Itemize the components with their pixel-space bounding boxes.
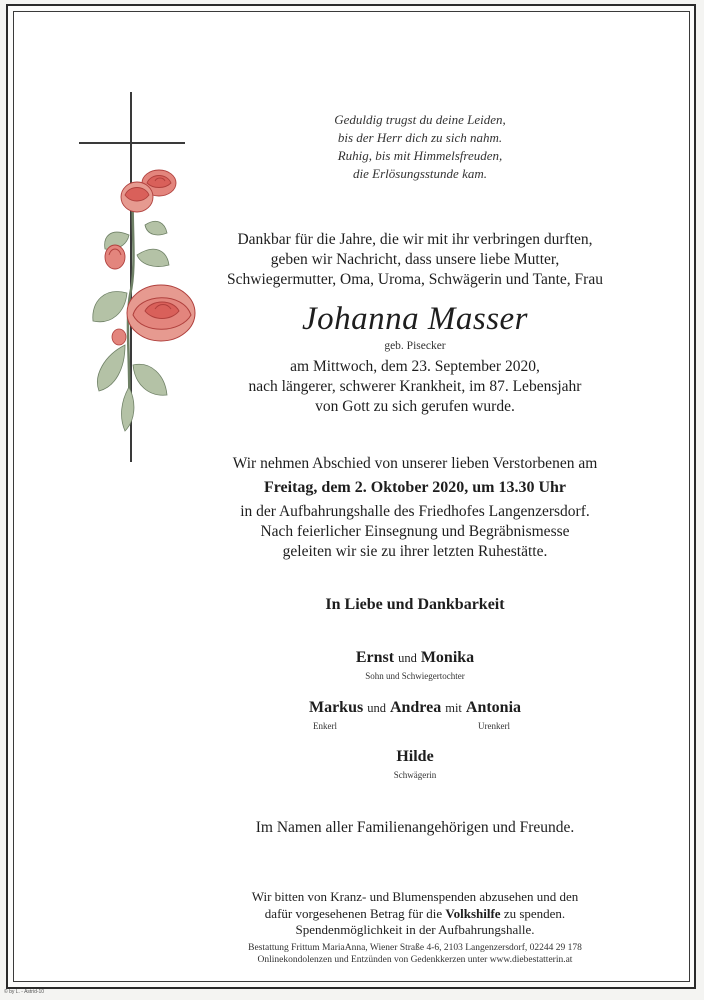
mourner-connector: und (398, 651, 417, 665)
death-line: am Mittwoch, dem 23. September 2020, (290, 358, 540, 375)
undertaker-info (180, 942, 650, 966)
cross-horizontal-beam (79, 142, 185, 144)
mourner-name: Monika (420, 649, 475, 666)
mourner-row-2 (180, 699, 650, 717)
ceremony-line: geleiten wir sie zu ihrer letzten Ruhestätte. (282, 543, 548, 560)
mourner-relation: Enkerl (313, 721, 337, 731)
donation-line: Wir bitten von Kranz- und Blumenspenden abzusehen und den (251, 889, 579, 904)
motto-verse (270, 111, 570, 183)
motto-line: Ruhig, bis mit Himmelsfreuden, (337, 148, 503, 163)
undertaker-line: Onlinekondolenzen und Entzünden von Gedenkkerzen unter www.diebestatterin.at (257, 955, 573, 965)
ceremony-line: in der Aufbahrungshalle des Friedhofes Langenzersdorf. (240, 503, 590, 520)
intro-line: geben wir Nachricht, dass unsere liebe Mutter, (270, 251, 560, 268)
intro-text (180, 230, 650, 290)
death-line: nach längerer, schwerer Krankheit, im 87. Lebensjahr (248, 378, 582, 395)
donation-text: dafür vorgesehenen Betrag für die (264, 905, 446, 921)
mourner-relation: Schwägerin (393, 770, 437, 780)
rose-second (121, 182, 153, 212)
ceremony-details (180, 502, 650, 562)
mourner-name: Markus (308, 699, 364, 716)
intro-line: Schwiegermutter, Oma, Uroma, Schwägerin und Tante, Frau (227, 271, 603, 288)
rose-small-bud (112, 329, 126, 345)
mourner-name: Andrea (389, 699, 442, 716)
donation-request (180, 889, 650, 939)
footer-mark: © by L. - Astrid-10 (4, 989, 45, 995)
funeral-date: Freitag, dem 2. Oktober 2020, um 13.30 Uhr (263, 479, 567, 496)
motto-line: Geduldig trugst du deine Leiden, (334, 112, 506, 127)
mourner-row-1 (180, 649, 650, 667)
donation-text: zu spenden. (500, 905, 566, 921)
deceased-name: Johanna Masser (301, 301, 529, 337)
motto-line: die Erlösungsstunde kam. (353, 166, 487, 181)
love-line: In Liebe und Dankbarkeit (325, 596, 505, 613)
closing-line: Im Namen aller Familienangehörigen und Freunde. (255, 819, 575, 836)
mourner-connector: mit (445, 701, 462, 715)
farewell-intro: Wir nehmen Abschied von unserer lieben Verstorbenen am (232, 455, 598, 472)
rose-bud (105, 245, 125, 269)
donation-line: Spendenmöglichkeit in der Aufbahrungshalle. (295, 922, 535, 937)
mourner-name: Ernst (355, 649, 395, 666)
death-notice (180, 357, 650, 417)
undertaker-line: Bestattung Frittum MariaAnna, Wiener Straße 4-6, 2103 Langenzersdorf, 02244 29 178 (248, 943, 582, 953)
donation-line (180, 906, 650, 923)
mourner-relation: Urenkerl (478, 721, 510, 731)
motto-line: bis der Herr dich zu sich nahm. (337, 130, 503, 145)
mourner-name: Antonia (465, 699, 522, 716)
death-line: von Gott zu sich gerufen wurde. (315, 398, 515, 415)
mourner-connector: und (367, 701, 386, 715)
mourner-relation: Sohn und Schwiegertochter (365, 671, 465, 681)
charity-name: Volkshilfe (445, 905, 501, 921)
ceremony-line: Nach feierlicher Einsegnung und Begräbnismesse (260, 523, 570, 540)
mourner-name: Hilde (396, 748, 434, 765)
maiden-name: geb. Pisecker (384, 340, 446, 352)
intro-line: Dankbar für die Jahre, die wir mit ihr verbringen durften, (237, 231, 593, 248)
